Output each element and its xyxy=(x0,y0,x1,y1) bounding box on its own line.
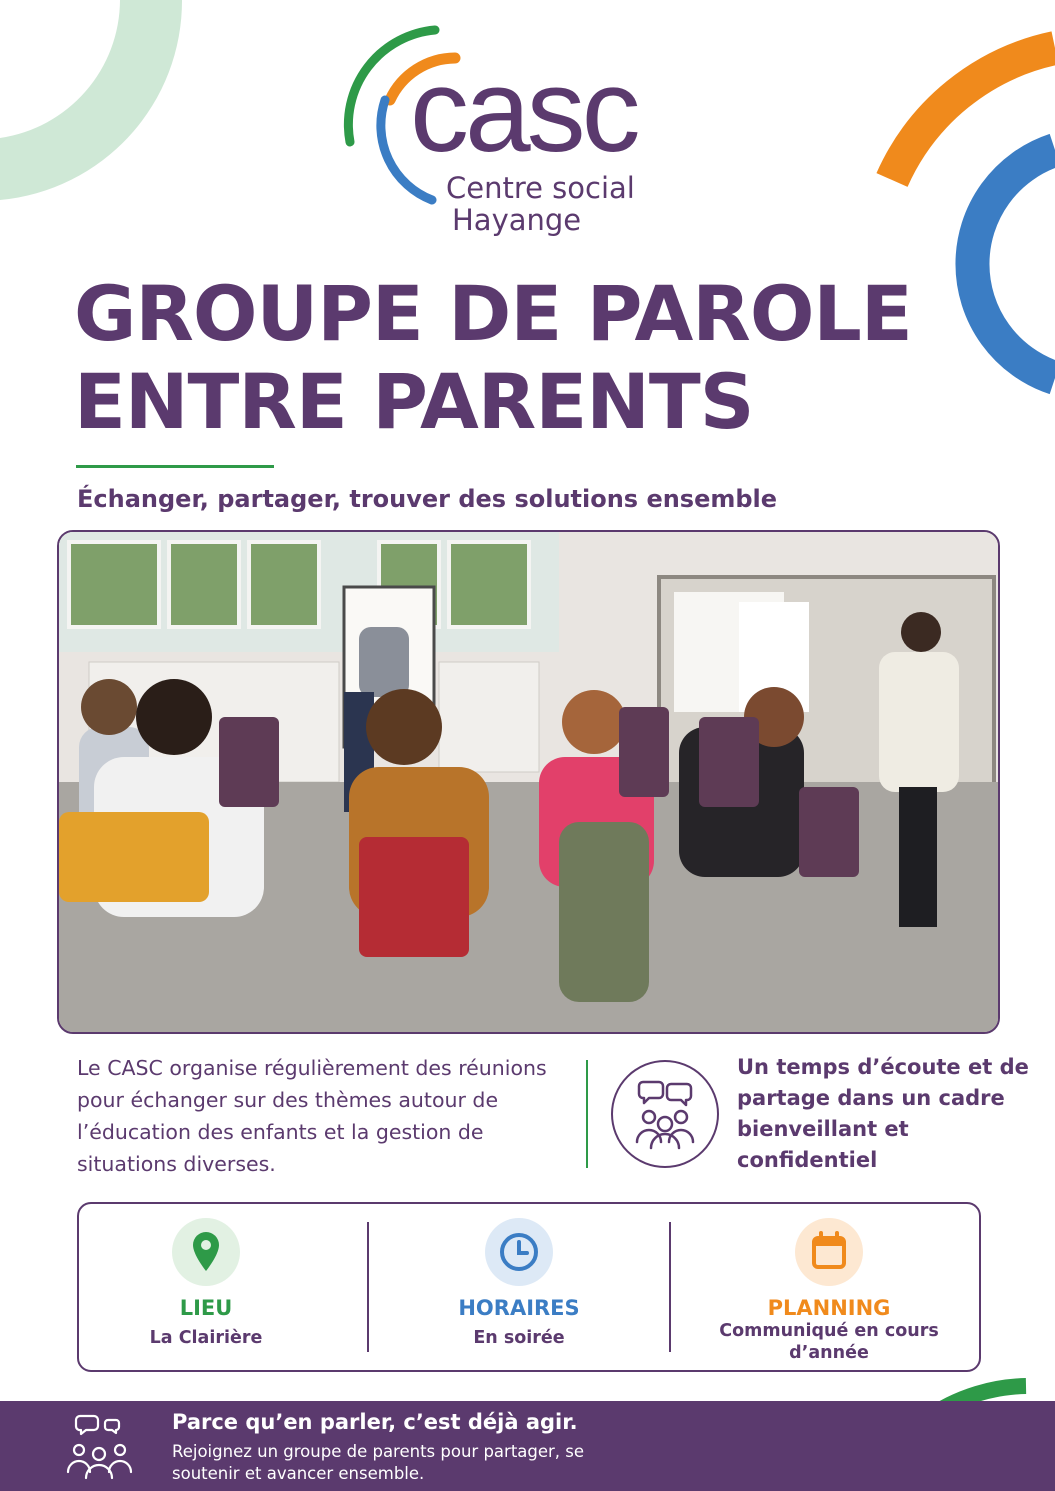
title-underline xyxy=(76,465,274,468)
logo-wordmark: casc xyxy=(410,45,637,177)
footer-text: Rejoignez un groupe de parents pour partager, se soutenir et avancer ensemble. xyxy=(172,1442,585,1483)
subtitle: Échanger, partager, trouver des solutions ensemble xyxy=(77,485,778,513)
info-value-horaires: En soirée xyxy=(473,1328,565,1348)
title-line-2: ENTRE PARENTS xyxy=(74,357,754,446)
people-talking-icon xyxy=(611,1060,719,1168)
description-divider xyxy=(586,1060,588,1168)
blue-arc-decoration xyxy=(972,150,1055,378)
mint-arc-decoration xyxy=(0,0,182,200)
info-label-lieu: LIEU xyxy=(179,1296,233,1320)
group-meeting-photo xyxy=(57,530,1000,1034)
title-line-1: GROUPE DE PAROLE xyxy=(74,269,912,358)
info-label-horaires: HORAIRES xyxy=(458,1296,580,1320)
location-pin-icon xyxy=(172,1218,240,1286)
logo-line-1: Centre social xyxy=(446,171,635,205)
footer-title: Parce qu’en parler, c’est déjà agir. xyxy=(172,1410,578,1434)
info-value-lieu: La Clairière xyxy=(149,1328,263,1348)
info-divider-2 xyxy=(669,1222,671,1352)
description-text: Le CASC organise régulièrement des réunions pour échanger sur des thèmes autour de l’éducation des enfants et la gestion de situations diverses. xyxy=(77,1056,547,1176)
info-value-planning: Communiqué en cours d’année xyxy=(719,1321,939,1363)
calendar-icon xyxy=(795,1218,863,1286)
highlight-text: Un temps d’écoute et de partage dans un cadre bienveillant et confidentiel xyxy=(737,1055,1029,1172)
people-talking-icon xyxy=(62,1412,138,1484)
logo-line-2: Hayange xyxy=(452,203,582,237)
clock-icon xyxy=(485,1218,553,1286)
info-label-planning: PLANNING xyxy=(767,1296,891,1320)
